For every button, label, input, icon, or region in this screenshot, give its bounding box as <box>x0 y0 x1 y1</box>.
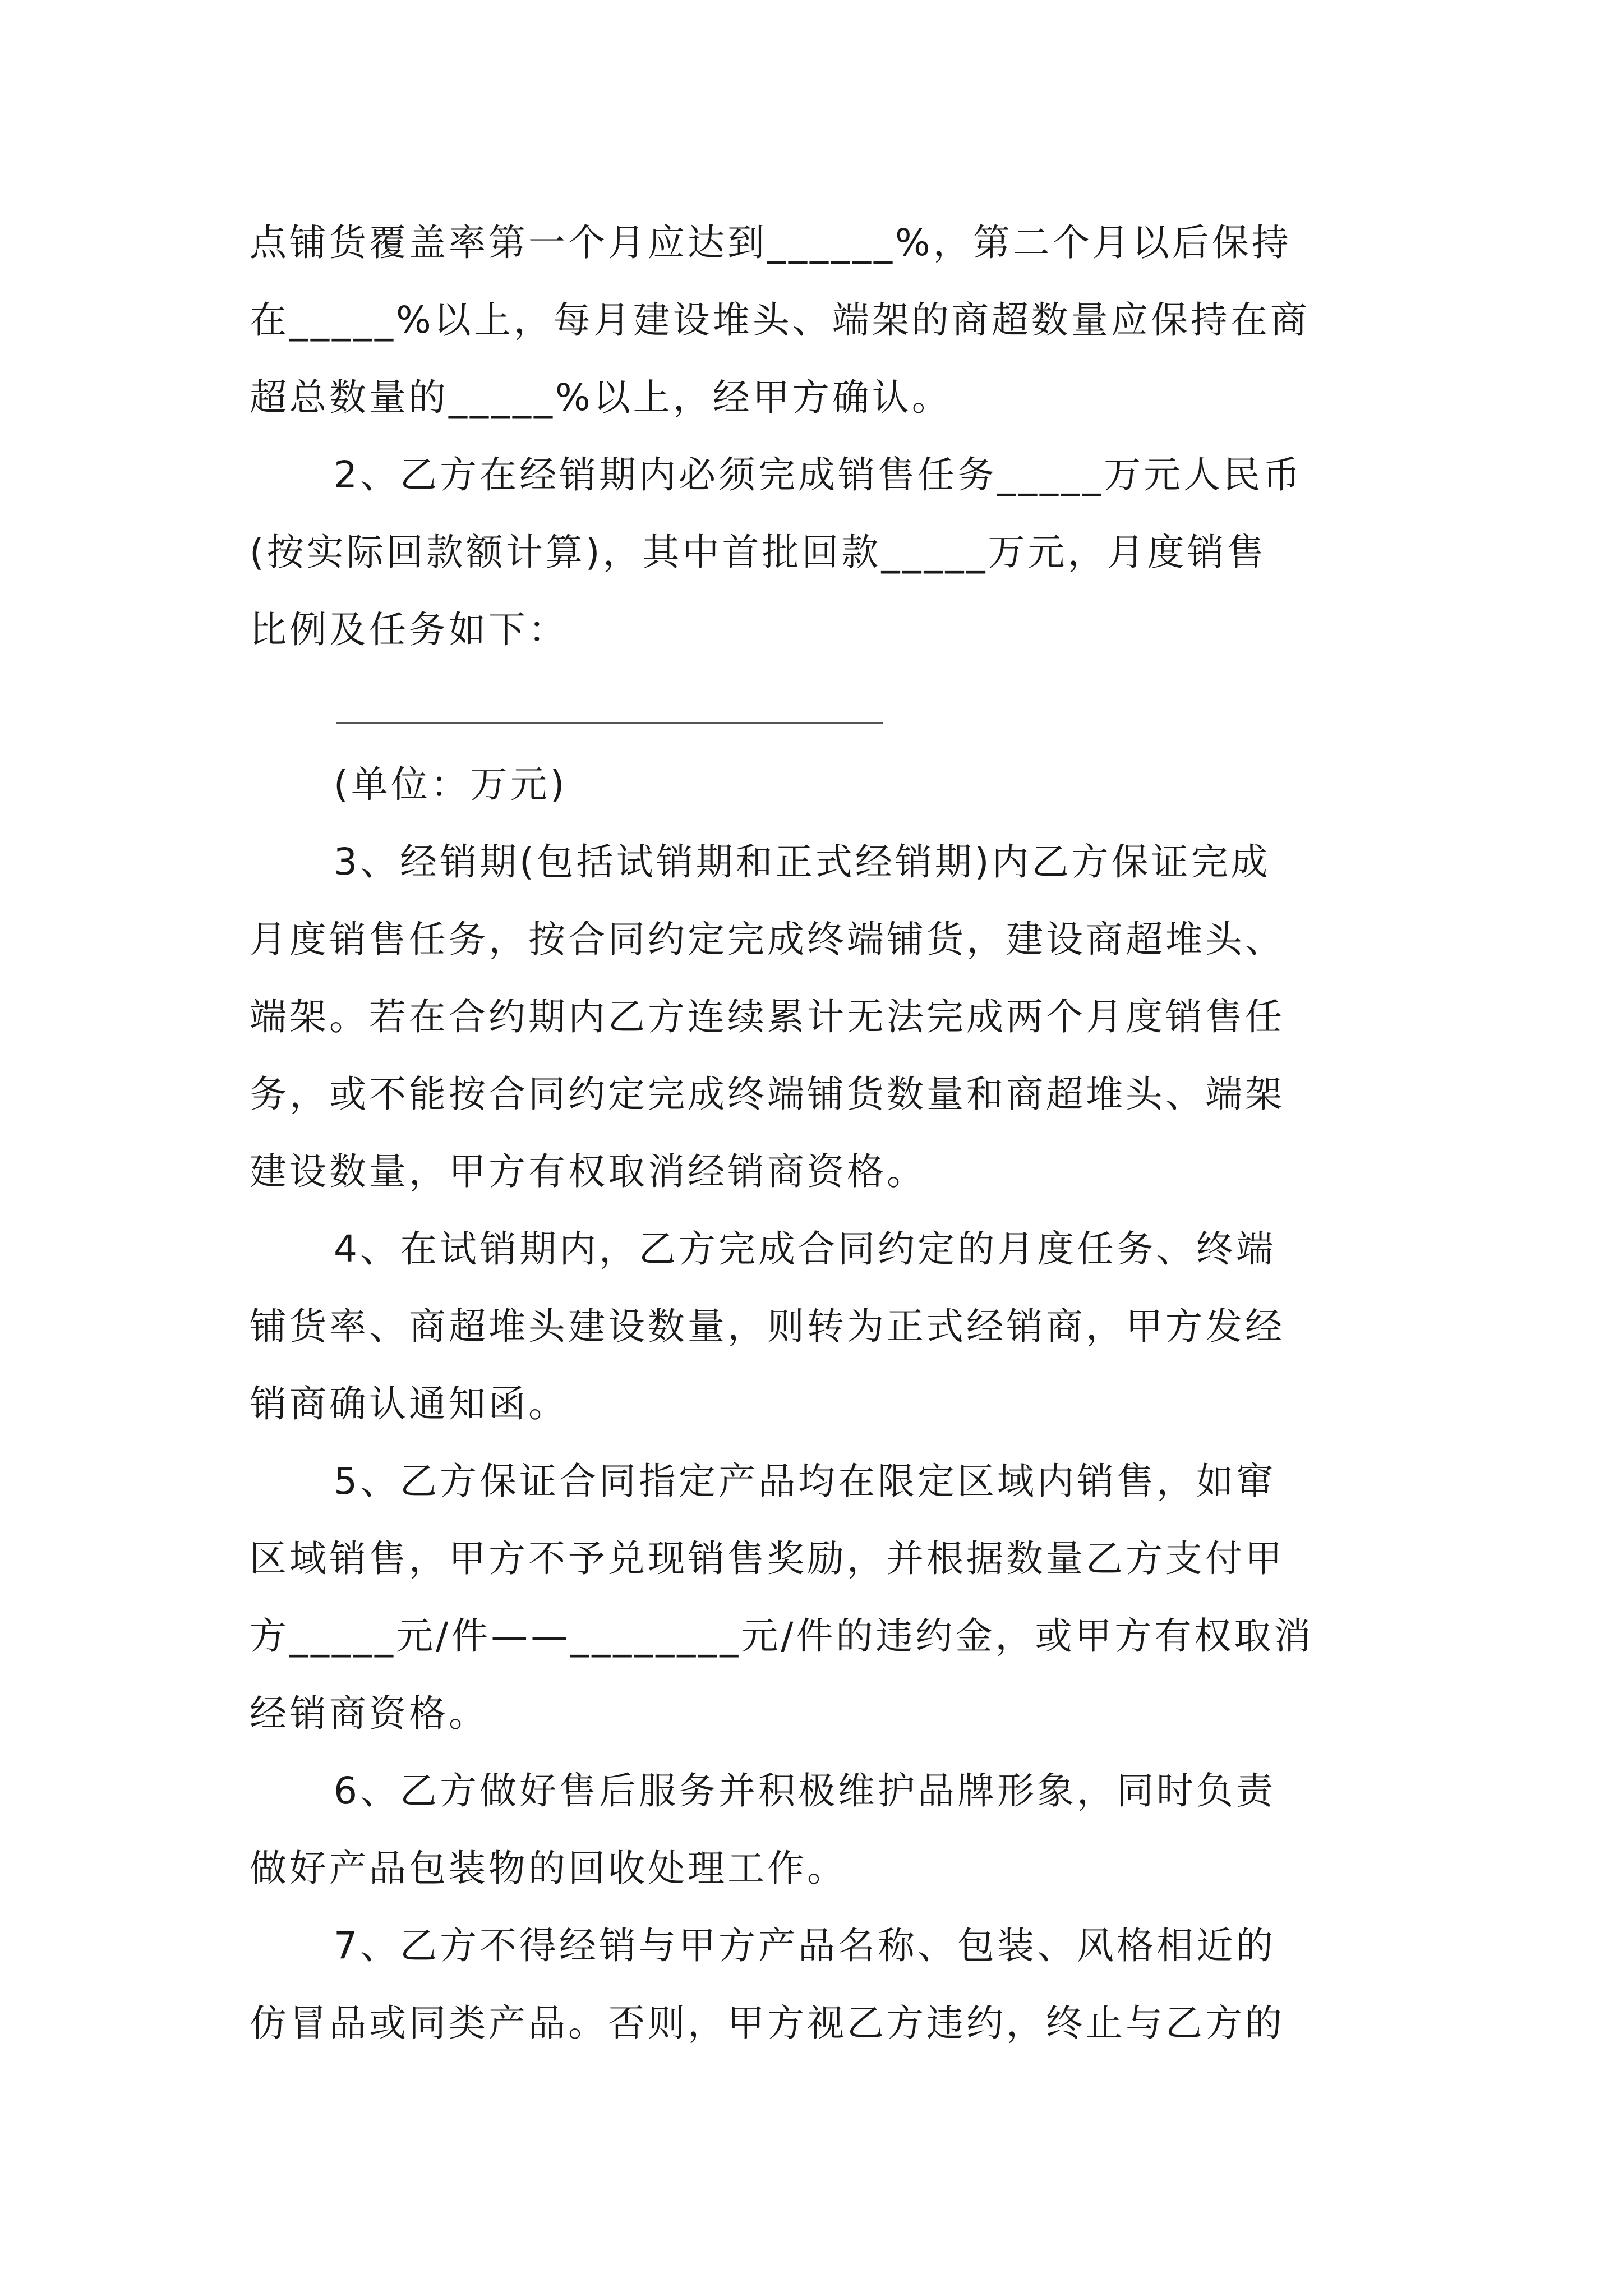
body-line: 仿冒品或同类产品。否则，甲方视乙方违约，终止与乙方的 <box>250 2001 1285 2045</box>
table-placeholder-rule <box>336 722 883 724</box>
body-line: 超总数量的_____%以上，经甲方确认。 <box>250 376 952 419</box>
clause-4-line: 4、在试销期内，乙方完成合同约定的月度任务、终端 <box>334 1227 1276 1271</box>
body-line: 做好产品包装物的回收处理工作。 <box>250 1847 847 1890</box>
body-line: 端架。若在合约期内乙方连续累计无法完成两个月度销售任 <box>250 995 1285 1038</box>
body-line: 在_____%以上，每月建设堆头、端架的商超数量应保持在商 <box>250 298 1310 342</box>
body-line: 月度销售任务，按合同约定完成终端铺货，建设商超堆头、 <box>250 918 1285 961</box>
body-line: 铺货率、商超堆头建设数量，则转为正式经销商，甲方发经 <box>250 1305 1285 1348</box>
body-line: (按实际回款额计算)，其中首批回款_____万元，月度销售 <box>250 531 1267 574</box>
body-line: 建设数量，甲方有权取消经销商资格。 <box>250 1150 926 1193</box>
body-line: 点铺货覆盖率第一个月应达到______%，第二个月以后保持 <box>250 221 1292 264</box>
clause-5-line: 5、乙方保证合同指定产品均在限定区域内销售，如窜 <box>334 1460 1276 1503</box>
clause-2-line: 2、乙方在经销期内必须完成销售任务_____万元人民币 <box>334 453 1303 496</box>
clause-6-line: 6、乙方做好售后服务并积极维护品牌形象，同时负责 <box>334 1769 1276 1812</box>
body-line: 务，或不能按合同约定完成终端铺货数量和商超堆头、端架 <box>250 1073 1285 1116</box>
clause-7-line: 7、乙方不得经销与甲方产品名称、包装、风格相近的 <box>334 1924 1276 1967</box>
body-line: 区域销售，甲方不予兑现销售奖励，并根据数量乙方支付甲 <box>250 1537 1285 1580</box>
unit-note: (单位：万元) <box>334 763 568 806</box>
clause-3-line: 3、经销期(包括试销期和正式经销期)内乙方保证完成 <box>334 840 1271 884</box>
body-line: 销商确认通知函。 <box>250 1382 568 1425</box>
body-line: 经销商资格。 <box>250 1692 488 1735</box>
body-line: 方_____元/件——________元/件的违约金，或甲方有权取消 <box>250 1614 1314 1658</box>
body-line: 比例及任务如下： <box>250 608 568 651</box>
